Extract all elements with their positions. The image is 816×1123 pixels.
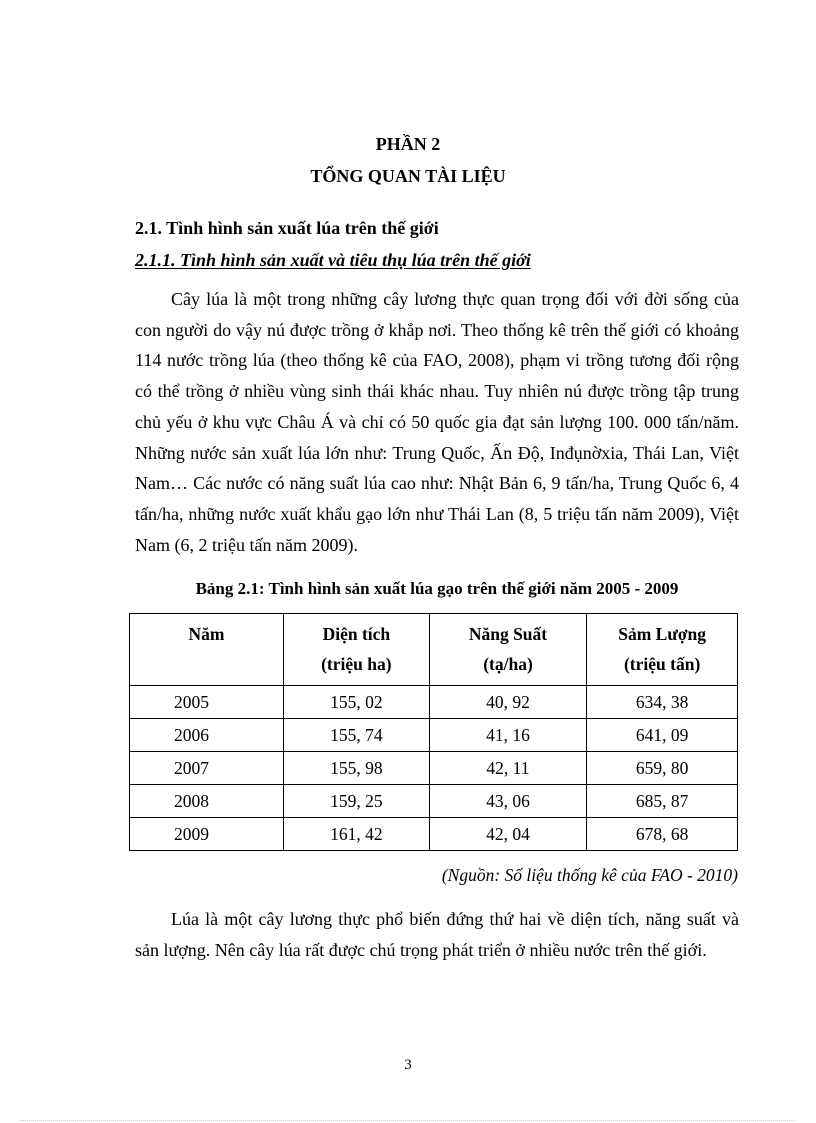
cell-output: 685, 87	[587, 785, 738, 818]
cell-yield: 40, 92	[429, 686, 587, 719]
cell-year: 2009	[130, 818, 284, 851]
header-label: Diện tích	[322, 624, 391, 644]
header-label: Năm	[188, 624, 225, 644]
table-row	[130, 785, 738, 818]
cell-year: 2006	[130, 719, 284, 752]
header-unit: (triệu tấn)	[623, 654, 701, 674]
table-row	[130, 752, 738, 785]
table-row	[130, 818, 738, 851]
cell-yield: 41, 16	[429, 719, 587, 752]
header-yield	[429, 614, 587, 686]
table-header-row	[130, 614, 738, 686]
header-area	[284, 614, 430, 686]
cell-output: 659, 80	[587, 752, 738, 785]
cell-output: 641, 09	[587, 719, 738, 752]
table-row	[130, 719, 738, 752]
header-unit: (triệu ha)	[321, 654, 392, 674]
rice-production-table	[129, 613, 738, 851]
body-paragraph-1: Cây lúa là một trong những cây lương thực quan trọng đối với đời sống của con người do vậy nú được trồng ở khắp nơi. Theo thống kê trên thế giới có khoảng 114 nước trồng lúa (theo thống kê của FAO, 2008), phạm vi trồng tương đối rộng có thể trồng ở nhiều vùng sinh thái khác nhau. Tuy nhiên nú được trồng tập trung chủ yếu ở khu vực Châu Á và chỉ có 50 quốc gia đạt sản lượng 100. 000 tấn/năm. Những nước sản xuất lúa lớn như: Trung Quốc, Ấn Độ, Inđụnờxia, Thái Lan, Việt Nam… Các nước có năng suất lúa cao như: Nhật Bản 6, 9 tấn/ha, Trung Quốc 6, 4 tấn/ha, những nước xuất khẩu gạo lớn như Thái Lan (8, 5 triệu tấn năm 2009), Việt Nam (6, 2 triệu tấn năm 2009).	[135, 289, 739, 555]
page-bottom-divider	[20, 1120, 796, 1121]
cell-output: 678, 68	[587, 818, 738, 851]
cell-area: 161, 42	[284, 818, 430, 851]
chapter-title: TỔNG QUAN TÀI LIỆU	[310, 166, 506, 186]
cell-area: 155, 74	[284, 719, 430, 752]
cell-yield: 42, 04	[429, 818, 587, 851]
cell-area: 159, 25	[284, 785, 430, 818]
table-source-note: (Nguồn: Số liệu thống kê của FAO - 2010)	[441, 865, 738, 885]
header-year	[130, 614, 284, 686]
table-caption: Bảng 2.1: Tình hình sản xuất lúa gạo trên thế giới năm 2005 - 2009	[195, 579, 679, 598]
body-paragraph-2: Lúa là một cây lương thực phổ biến đứng thứ hai về diện tích, năng suất và sản lượng. Nên cây lúa rất được chú trọng phát triển ở nhiều nước trên thế giới.	[135, 909, 739, 960]
cell-year: 2008	[130, 785, 284, 818]
header-output	[587, 614, 738, 686]
part-title: PHẦN 2	[375, 134, 441, 154]
cell-year: 2005	[130, 686, 284, 719]
page-number: 3	[404, 1057, 412, 1073]
cell-yield: 42, 11	[429, 752, 587, 785]
cell-area: 155, 98	[284, 752, 430, 785]
cell-output: 634, 38	[587, 686, 738, 719]
header-label: Sảm Lượng	[618, 624, 707, 644]
table-row	[130, 686, 738, 719]
subsection-heading: 2.1.1. Tình hình sản xuất và tiêu thụ lúa trên thế giới	[135, 250, 531, 270]
cell-year: 2007	[130, 752, 284, 785]
header-label: Năng Suất	[468, 624, 548, 644]
header-unit: (tạ/ha)	[483, 654, 533, 674]
cell-area: 155, 02	[284, 686, 430, 719]
section-heading: 2.1. Tình hình sản xuất lúa trên thế giới	[135, 218, 439, 238]
cell-yield: 43, 06	[429, 785, 587, 818]
